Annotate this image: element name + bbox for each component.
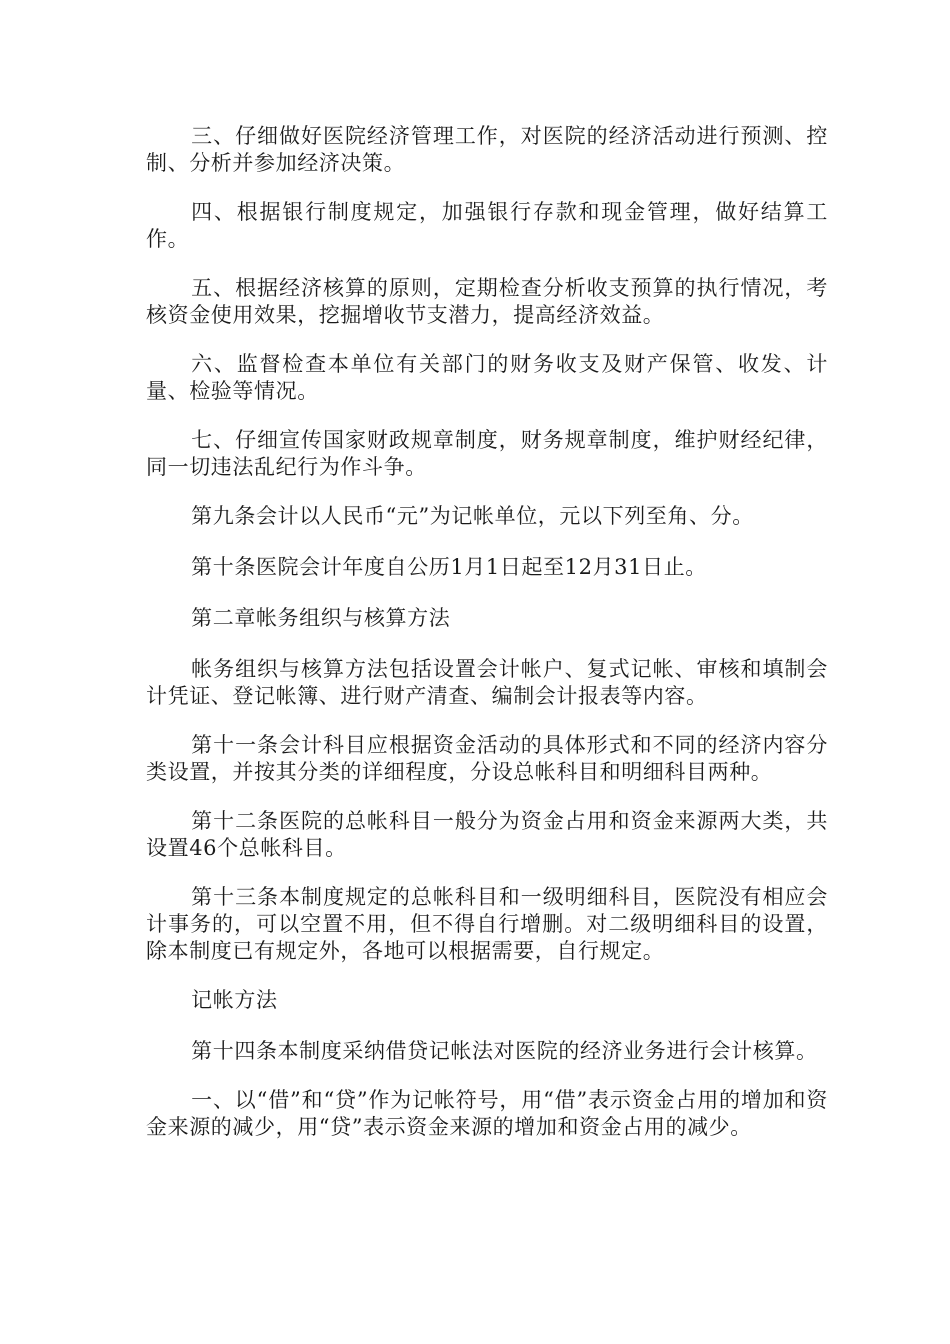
article-10: 第十条医院会计年度自公历1月1日起至12月31日止。 xyxy=(191,555,707,579)
paragraph-5: 五、根据经济核算的原则，定期检查分析收支预算的执行情况，考核资金使用效果，挖掘增收节支潜力，提高经济效益。 xyxy=(146,276,828,327)
paragraph-6: 六、监督检查本单位有关部门的财务收支及财产保管、收发、计量、检验等情况。 xyxy=(146,352,828,403)
bookkeeping-method-heading: 记帐方法 xyxy=(191,988,278,1012)
article-11: 第十一条会计科目应根据资金活动的具体形式和不同的经济内容分类设置，并按其分类的详细程度，分设总帐科目和明细科目两种。 xyxy=(146,733,828,784)
paragraph-4: 四、根据银行制度规定，加强银行存款和现金管理，做好结算工作。 xyxy=(146,200,828,251)
accounting-organization-paragraph: 帐务组织与核算方法包括设置会计帐户、复式记帐、审核和填制会计凭证、登记帐簿、进行财产清查、编制会计报表等内容。 xyxy=(146,657,828,708)
paragraph-7: 七、仔细宣传国家财政规章制度，财务规章制度，维护财经纪律，同一切违法乱纪行为作斗争。 xyxy=(146,428,828,479)
article-14: 第十四条本制度采纳借贷记帐法对医院的经济业务进行会计核算。 xyxy=(191,1039,818,1063)
debit-credit-rule: 一、以“借”和“贷”作为记帐符号，用“借”表示资金占用的增加和资金来源的减少，用“贷”表示资金来源的增加和资金占用的减少。 xyxy=(146,1088,828,1139)
chapter-2-heading: 第二章帐务组织与核算方法 xyxy=(191,606,451,630)
article-9: 第九条会计以人民币“元”为记帐单位，元以下列至角、分。 xyxy=(191,504,754,528)
article-13: 第十三条本制度规定的总帐科目和一级明细科目，医院没有相应会计事务的，可以空置不用，但不得自行增删。对二级明细科目的设置，除本制度已有规定外，各地可以根据需要，自行规定。 xyxy=(146,885,828,963)
document-body xyxy=(146,123,828,1163)
paragraph-3: 三、仔细做好医院经济管理工作，对医院的经济活动进行预测、控制、分析并参加经济决策。 xyxy=(146,124,828,175)
article-12: 第十二条医院的总帐科目一般分为资金占用和资金来源两大类，共设置46个总帐科目。 xyxy=(146,809,828,860)
